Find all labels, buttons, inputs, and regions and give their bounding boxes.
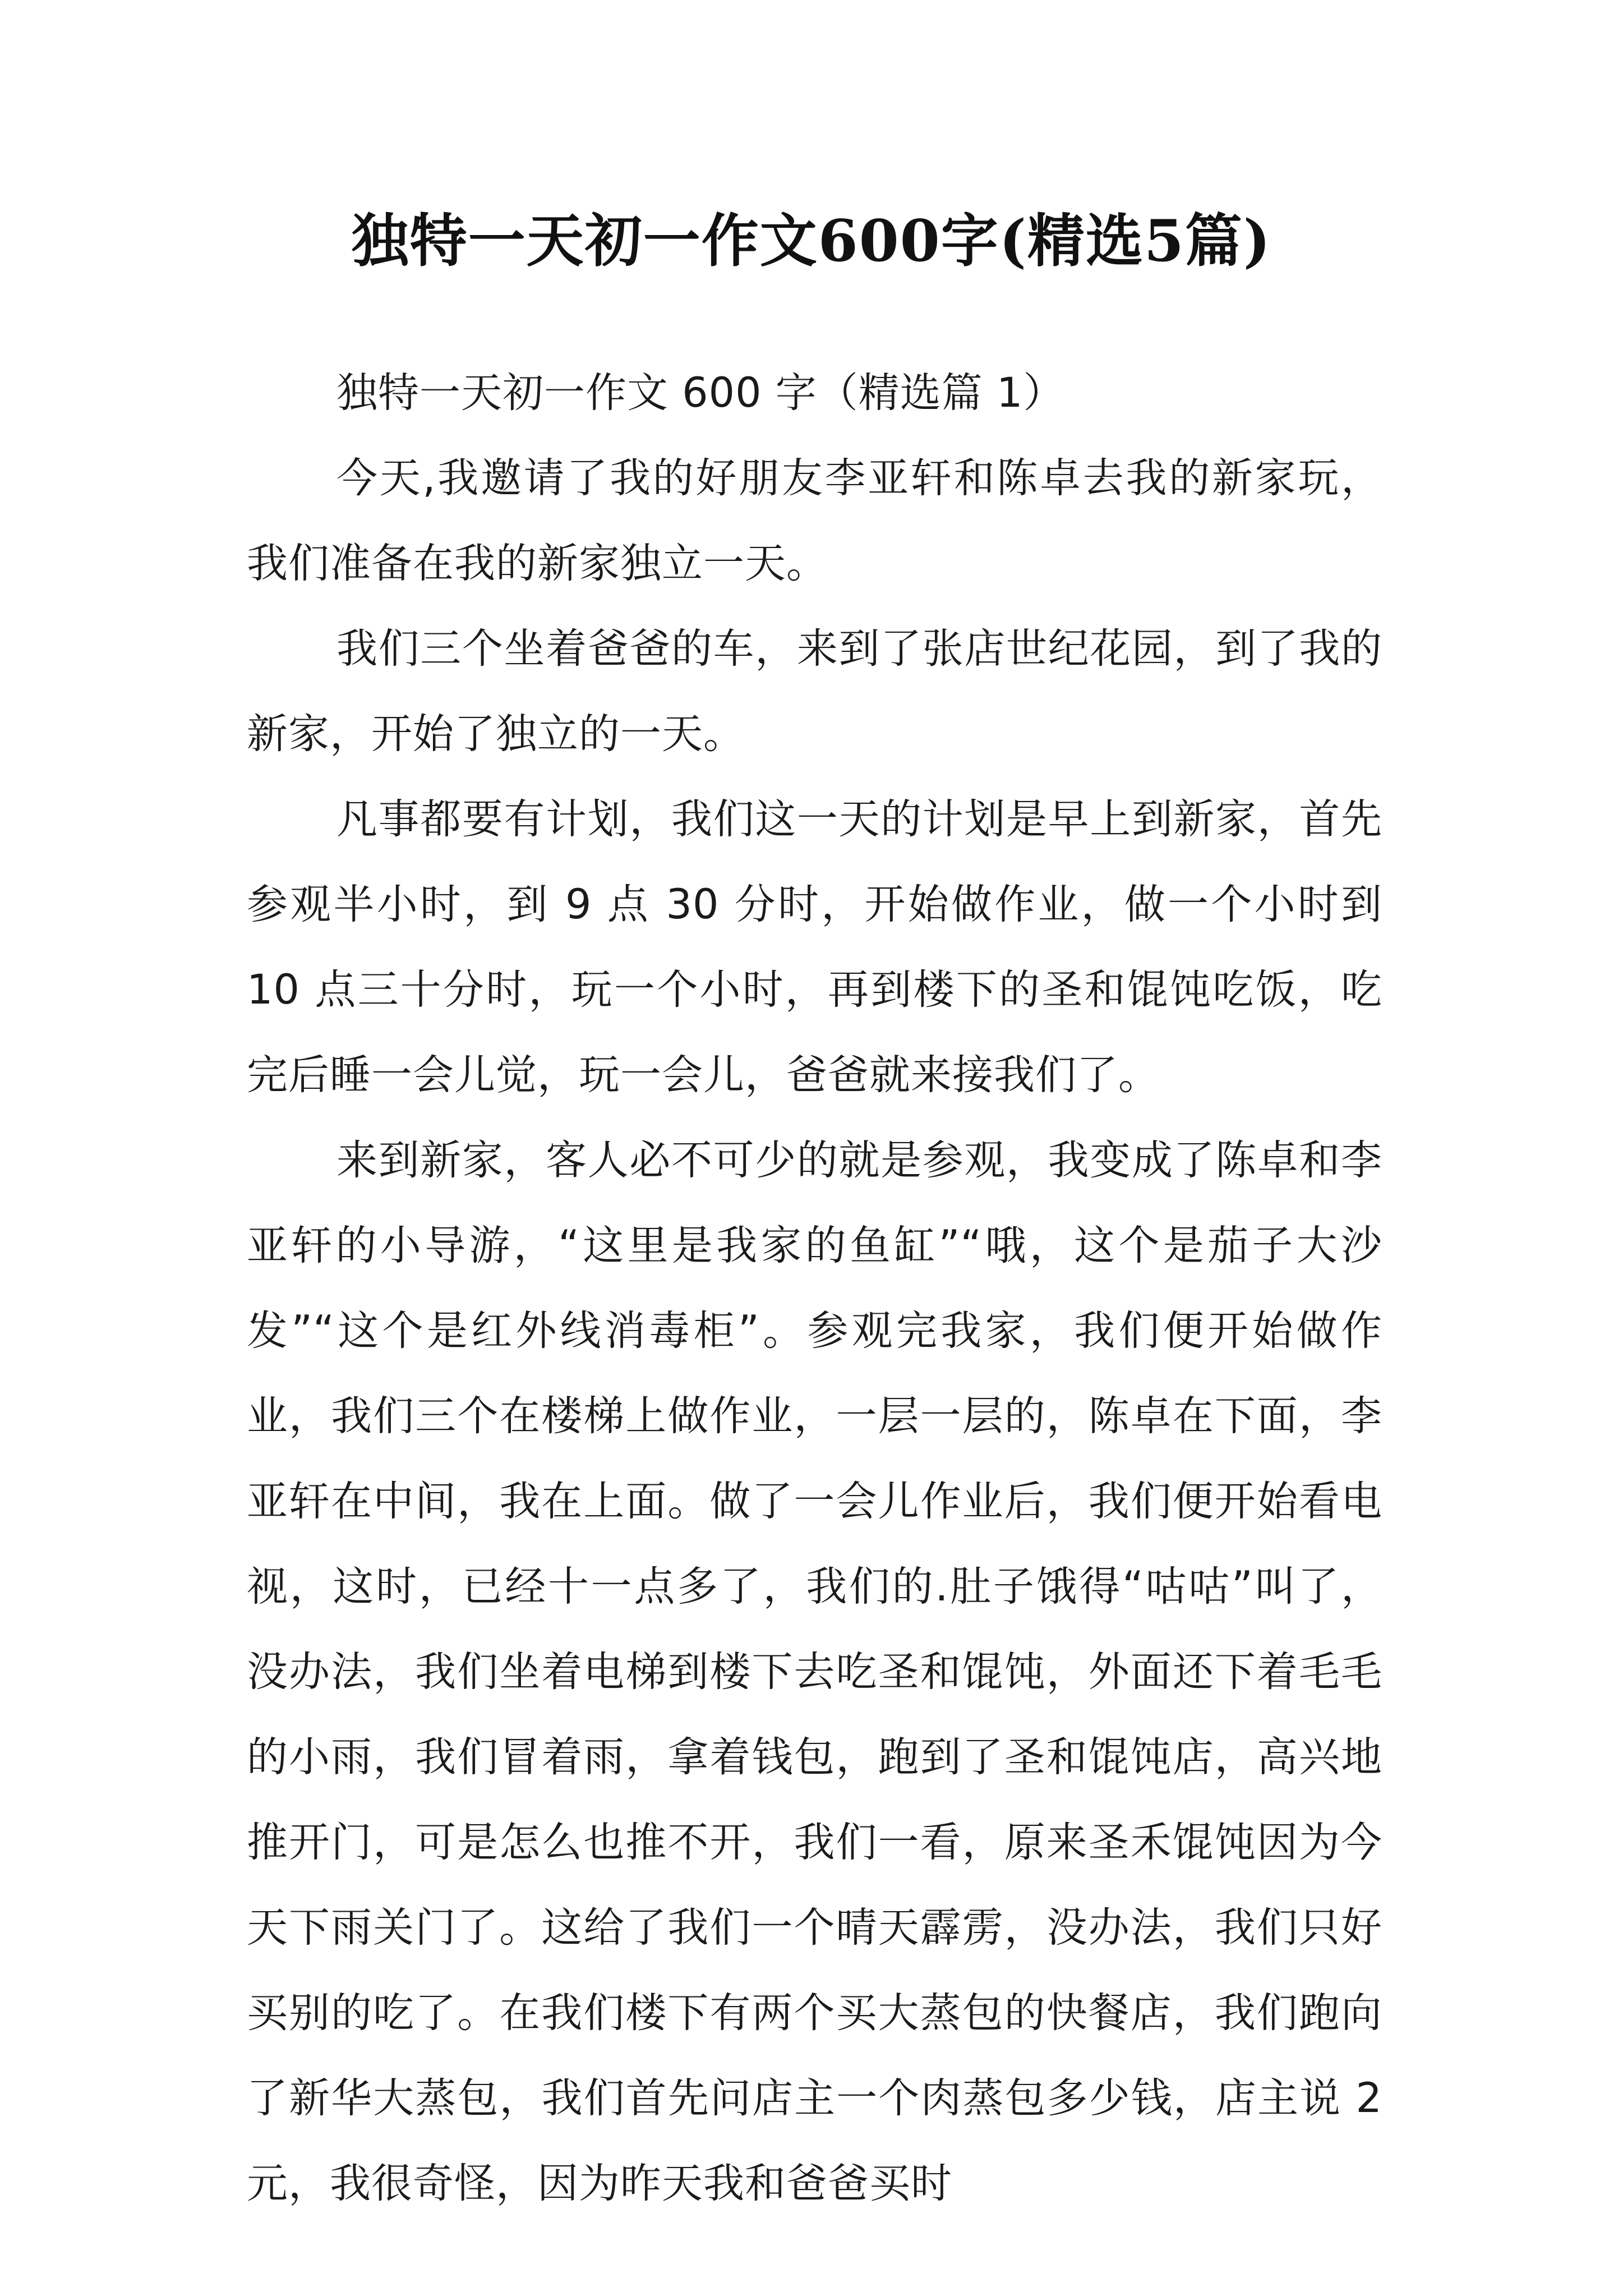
- paragraph-4: 来到新家，客人必不可少的就是参观，我变成了陈卓和李亚轩的小导游，“这里是我家的鱼缸”“哦，这个是茄子大沙发”“这个是红外线消毒柜”。参观完我家，我们便开始做作业，我们三个在楼梯上做作业，一层一层的，陈卓在下面，李亚轩在中间，我在上面。做了一会儿作业后，我们便开始看电视，这时，已经十一点多了，我们的.肚子饿得“咕咕”叫了，没办法，我们坐着电梯到楼下去吃圣和馄饨，外面还下着毛毛的小雨，我们冒着雨，拿着钱包，跑到了圣和馄饨店，高兴地推开门，可是怎么也推不开，我们一看，原来圣禾馄饨因为今天下雨关门了。这给了我们一个晴天霹雳，没办法，我们只好买别的吃了。在我们楼下有两个买大蒸包的快餐店，我们跑向了新华大蒸包，我们首先问店主一个肉蒸包多少钱，店主说 2 元，我很奇怪，因为昨天我和爸爸买时: [247, 1137, 1382, 2207]
- paragraph-2: 我们三个坐着爸爸的车，来到了张店世纪花园，到了我的新家，开始了独立的一天。: [247, 625, 1382, 758]
- section-heading: 独特一天初一作文 600 字（精选篇 1）: [336, 369, 1065, 417]
- document-title: 独特一天初一作文600字(精选5篇): [351, 208, 1272, 275]
- paragraph-3: 凡事都要有计划，我们这一天的计划是早上到新家，首先参观半小时，到 9 点 30 分时，开始做作业，做一个小时到 10 点三十分时，玩一个小时，再到楼下的圣和馄饨吃饭，吃完后睡一会儿觉，玩一会儿，爸爸就来接我们了。: [247, 795, 1382, 1099]
- document-body: [247, 351, 1382, 2226]
- paragraph-1: 今天,我邀请了我的好朋友李亚轩和陈卓去我的新家玩，我们准备在我的新家独立一天。: [247, 454, 1382, 587]
